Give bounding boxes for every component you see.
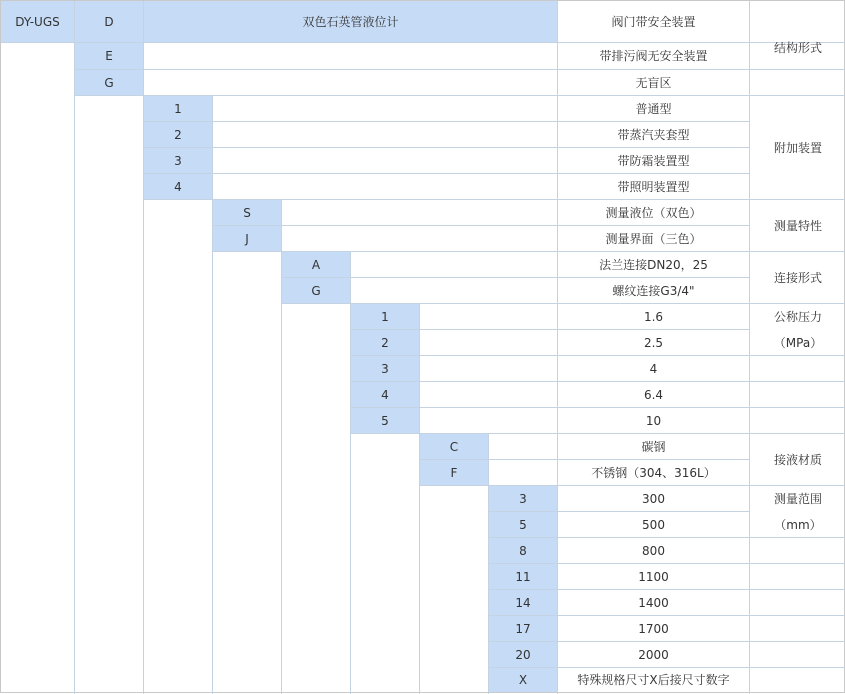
category-title — [750, 96, 845, 199]
option-code — [144, 96, 212, 121]
cell-text: 4 — [381, 387, 389, 402]
cell-text: 带蒸汽夹套型 — [617, 127, 690, 142]
cell-text: 接液材质 — [773, 452, 822, 467]
cell-text: 普通型 — [635, 101, 672, 116]
category-title — [750, 200, 845, 251]
option-code — [420, 460, 488, 485]
series-name-cell — [144, 1, 557, 42]
option-desc — [558, 408, 749, 433]
cell-text: 20 — [515, 647, 531, 662]
option-code — [282, 252, 350, 277]
option-code — [213, 226, 281, 251]
option-desc — [558, 330, 749, 355]
category-title — [750, 434, 845, 485]
option-code — [489, 668, 557, 692]
model-code-cell — [1, 1, 74, 42]
cell-text: A — [311, 257, 321, 272]
option-code — [75, 70, 143, 95]
model-code: DY-UGS — [15, 14, 60, 29]
cell-text: 1700 — [638, 621, 669, 636]
cell-text: 带排污阀无安全装置 — [599, 49, 708, 63]
cell-text: 测量特性 — [773, 218, 822, 233]
option-code — [144, 122, 212, 147]
option-desc — [558, 174, 749, 199]
option-code — [351, 356, 419, 381]
cell-text: 2 — [174, 127, 182, 142]
cell-text: 4 — [649, 361, 658, 376]
cell-text: 连接形式 — [773, 270, 822, 285]
cell-text: 阀门带安全装置 — [611, 14, 696, 29]
cell-text: 不锈钢（304、316L） — [591, 465, 716, 480]
cell-text: 3 — [381, 361, 389, 376]
cell-text: 测量范围 — [773, 491, 822, 506]
cell-text: 无盲区 — [635, 75, 672, 90]
series-name: 双色石英管液位计 — [302, 14, 399, 29]
cell-text: J — [245, 231, 249, 246]
option-code — [420, 434, 488, 459]
option-desc — [558, 616, 749, 641]
cell-text: 带照明装置型 — [617, 179, 690, 194]
option-desc — [558, 1, 749, 42]
cell-text: 17 — [515, 621, 531, 636]
option-code — [351, 408, 419, 433]
option-code — [489, 538, 557, 563]
option-code — [489, 642, 557, 667]
cell-text: 5 — [519, 517, 527, 532]
cell-text: 测量液位（双色） — [605, 205, 702, 220]
cell-text: 碳钢 — [641, 439, 666, 454]
option-desc — [558, 590, 749, 615]
category-title — [750, 1, 845, 95]
category-title — [750, 486, 845, 511]
option-code — [489, 564, 557, 589]
cell-text: X — [518, 673, 528, 687]
cell-text: 法兰连接DN20，25 — [599, 257, 708, 272]
option-desc — [558, 70, 749, 95]
grid-line — [74, 1, 75, 694]
cell-text: 结构形式 — [773, 41, 822, 55]
cell-text: 3 — [519, 491, 527, 506]
option-desc — [558, 122, 749, 147]
option-desc — [558, 486, 749, 511]
option-code — [489, 590, 557, 615]
category-title — [750, 304, 845, 329]
cell-text: 带防霜装置型 — [617, 153, 690, 168]
cell-text: F — [450, 465, 458, 480]
option-desc — [558, 382, 749, 407]
cell-text: 6.4 — [643, 387, 664, 402]
cell-text: 4 — [174, 179, 182, 194]
cell-text: 1 — [381, 309, 389, 324]
cell-text: 公称压力 — [773, 309, 822, 324]
option-desc — [558, 512, 749, 537]
cell-text: 1.6 — [643, 309, 664, 324]
option-code — [144, 174, 212, 199]
option-desc — [558, 642, 749, 667]
option-code — [213, 200, 281, 225]
option-desc — [558, 96, 749, 121]
option-desc — [558, 148, 749, 173]
option-code — [489, 616, 557, 641]
category-title — [750, 252, 845, 303]
cell-text: 螺纹连接G3/4" — [612, 283, 695, 298]
cell-text: 1100 — [638, 569, 669, 584]
cell-text: 附加装置 — [773, 140, 822, 155]
cell-text: 特殊规格尺寸X后接尺寸数字 — [577, 673, 730, 687]
option-desc — [558, 668, 749, 692]
option-code — [282, 278, 350, 303]
grid-line — [212, 95, 213, 694]
option-code — [489, 486, 557, 511]
cell-text: （mm） — [774, 517, 822, 532]
option-desc — [558, 200, 749, 225]
cell-text: 11 — [515, 569, 531, 584]
cell-text: S — [243, 205, 251, 220]
cell-text: 3 — [174, 153, 182, 168]
cell-text: 5 — [381, 413, 389, 428]
option-code — [144, 148, 212, 173]
cell-text: C — [449, 439, 459, 454]
cell-text: G — [311, 283, 321, 298]
cell-text: E — [105, 49, 113, 63]
cell-text: 8 — [519, 543, 527, 558]
category-unit — [750, 330, 845, 355]
option-desc — [558, 304, 749, 329]
cell-text: 10 — [645, 413, 662, 428]
grid-line — [419, 303, 420, 694]
cell-text: 800 — [642, 543, 665, 558]
option-code — [351, 304, 419, 329]
option-desc — [558, 252, 749, 277]
series-code: D — [104, 14, 114, 29]
option-desc — [558, 564, 749, 589]
cell-text: 1 — [174, 101, 182, 116]
cell-text: 测量界面（三色） — [605, 231, 702, 246]
category-unit — [750, 512, 845, 537]
option-desc — [558, 226, 749, 251]
cell-text: （MPa） — [773, 335, 823, 350]
option-desc — [558, 538, 749, 563]
option-desc — [558, 278, 749, 303]
cell-text: 2 — [381, 335, 389, 350]
series-code-cell — [75, 1, 143, 42]
option-desc — [558, 43, 749, 69]
option-desc — [558, 460, 749, 485]
cell-text: 300 — [642, 491, 665, 506]
cell-text: 2000 — [638, 647, 669, 662]
option-code — [489, 512, 557, 537]
option-code — [351, 382, 419, 407]
cell-text: G — [104, 75, 114, 90]
option-desc — [558, 434, 749, 459]
option-desc — [558, 356, 749, 381]
cell-text: 2.5 — [643, 335, 664, 350]
cell-text: 14 — [515, 595, 531, 610]
option-code — [75, 43, 143, 69]
option-code — [351, 330, 419, 355]
cell-text: 1400 — [638, 595, 669, 610]
cell-text: 500 — [642, 517, 665, 532]
